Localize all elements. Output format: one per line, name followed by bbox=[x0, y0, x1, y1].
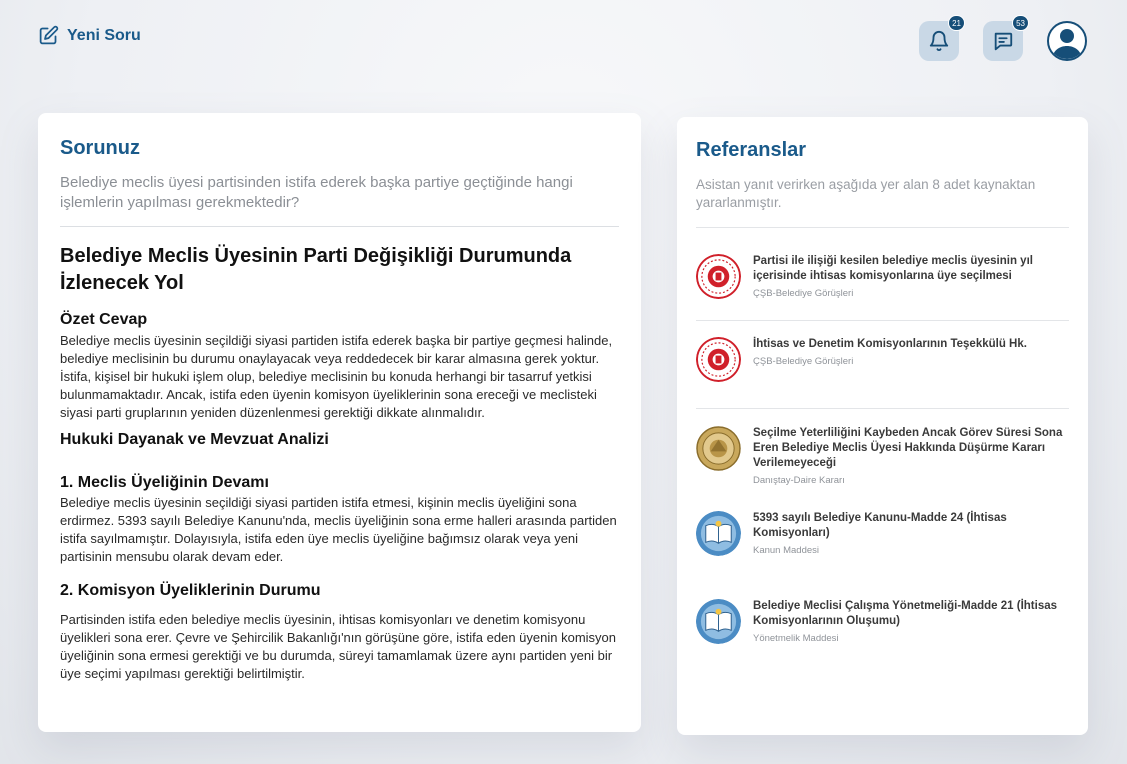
divider bbox=[60, 226, 619, 227]
section1-heading: 1. Meclis Üyeliğinin Devamı bbox=[60, 474, 269, 491]
reference-source: ÇŞB-Belediye Görüşleri bbox=[753, 288, 854, 299]
bell-icon bbox=[928, 30, 950, 52]
danistay-seal-icon bbox=[696, 426, 741, 471]
reference-source: Danıştay-Daire Kararı bbox=[753, 475, 845, 486]
reference-source: Yönetmelik Maddesi bbox=[753, 633, 839, 644]
section2-heading: 2. Komisyon Üyeliklerinin Durumu bbox=[60, 582, 321, 599]
question-title: Sorunuz bbox=[60, 137, 140, 159]
summary-heading: Özet Cevap bbox=[60, 311, 148, 328]
question-card bbox=[38, 113, 641, 732]
question-text: Belediye meclis üyesi partisinden istifa ederek başka partiye geçtiğinde hangi işlemlerin yapılması gerekmektedir? bbox=[60, 174, 573, 211]
chat-icon bbox=[992, 30, 1014, 52]
user-icon bbox=[1049, 23, 1085, 59]
reference-source: Kanun Maddesi bbox=[753, 545, 820, 556]
notifications-badge: 21 bbox=[948, 15, 965, 31]
ministry-seal-icon bbox=[696, 254, 741, 299]
reference-item[interactable] bbox=[696, 337, 1069, 382]
reference-item[interactable] bbox=[696, 426, 1069, 486]
references-title: Referanslar bbox=[696, 139, 807, 161]
section1-text: Belediye meclis üyesinin seçildiği siyasi partiden istifa etmesi, kişinin meclis üyeliğini sona erdirmez. 5393 sayılı Belediye Kanunu'nda, meclis üyeliğinin sona erme halleri arasında partiden istifa sayılmamıştır. Dolayısıyla, istifa eden üye meclis üyeliğine bağımsız olarak veya yeni partisinin mensubu olarak devam eder. bbox=[60, 495, 617, 564]
messages-button[interactable] bbox=[983, 18, 1025, 61]
section2-text: Partisinden istifa eden belediye meclis üyesinin, ihtisas komisyonları ve denetim komisyonu üyelikleri sona erer. Çevre ve Şehircilik Bakanlığı'nın görüşüne göre, istifa eden üyenin komisyon üyeliğinin sona ermesi gerektiği ve bu durumda, süreyi tamamlamak üzere aynı partiden yeni bir üye seçimi yapılması gerektiği belirtilmiştir. bbox=[60, 612, 616, 681]
new-question-button[interactable] bbox=[38, 25, 141, 46]
divider bbox=[696, 227, 1069, 228]
ministry-seal-icon bbox=[696, 337, 741, 382]
reference-title: Belediye Meclisi Çalışma Yönetmeliği-Madde 21 (İhtisas Komisyonlarının Oluşumu) bbox=[753, 600, 1058, 627]
edit-icon bbox=[38, 25, 59, 46]
answer-title: Belediye Meclis Üyesinin Parti Değişikliği Durumunda İzlenecek Yol bbox=[60, 245, 572, 294]
notifications-button[interactable] bbox=[919, 18, 961, 61]
new-question-label: Yeni Soru bbox=[67, 26, 141, 44]
avatar[interactable] bbox=[1047, 21, 1087, 61]
reference-title: İhtisas ve Denetim Komisyonlarının Teşekkülü Hk. bbox=[753, 338, 1027, 350]
reference-item[interactable] bbox=[696, 511, 1069, 556]
references-subtitle: Asistan yanıt verirken aşağıda yer alan 8 adet kaynaktan yararlanmıştır. bbox=[696, 177, 1036, 210]
divider bbox=[696, 408, 1069, 409]
summary-text: Belediye meclis üyesinin seçildiği siyasi partiden istifa ederek başka bir partiye geçmesi halinde, belediye meclisinin bu durumu onaylayacak veya reddedecek bir karar almasına gerek yoktur. İstifa, kişisel bir hukuki işlem olup, belediye meclisinin bu konuda herhangi bir tasarruf yetkisi bulunmamaktadır. Ancak, istifa eden üyenin komisyon üyeliklerinin sona ereceği ve meclisteki siyasi parti gruplarının yeniden düzenlenmesi gerektiği dikkate alınmalıdır. bbox=[60, 333, 613, 420]
reference-title: 5393 sayılı Belediye Kanunu-Madde 24 (İhtisas Komisyonları) bbox=[753, 512, 1007, 539]
messages-badge: 53 bbox=[1012, 15, 1029, 31]
references-card bbox=[677, 117, 1088, 735]
open-book-icon bbox=[696, 511, 741, 556]
reference-title: Partisi ile ilişiği kesilen belediye meclis üyesinin yıl içerisinde ihtisas komisyonlarına üye seçilmesi bbox=[753, 255, 1033, 282]
reference-item[interactable] bbox=[696, 599, 1069, 644]
legal-heading: Hukuki Dayanak ve Mevzuat Analizi bbox=[60, 431, 329, 448]
reference-item[interactable] bbox=[696, 254, 1069, 299]
divider bbox=[696, 320, 1069, 321]
reference-title: Seçilme Yeterliliğini Kaybeden Ancak Görev Süresi Sona Eren Belediye Meclis Üyesi Hakkında Düşürme Kararı Verilemeyeceği bbox=[753, 427, 1063, 469]
open-book-icon bbox=[696, 599, 741, 644]
reference-source: ÇŞB-Belediye Görüşleri bbox=[753, 356, 854, 367]
